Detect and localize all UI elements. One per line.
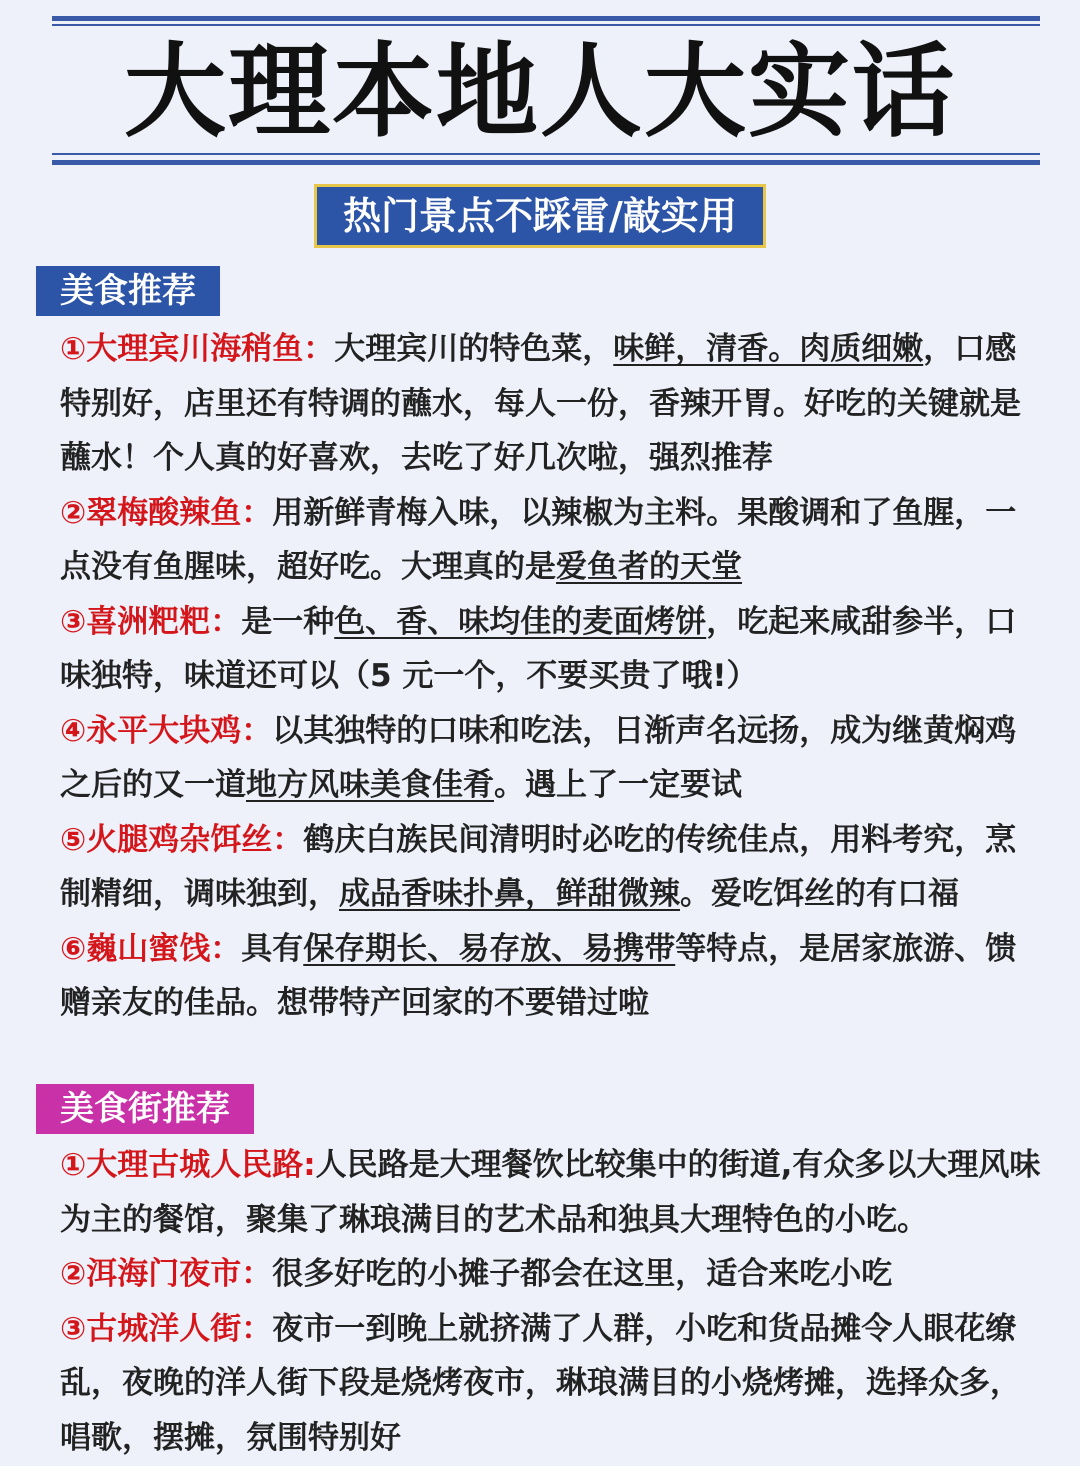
item-name: ④永平大块鸡： (60, 712, 273, 749)
item-name: ②翠梅酸辣鱼： (60, 494, 273, 531)
item-name: ②洱海门夜市： (60, 1256, 273, 1292)
item-highlight: 成品香味扑鼻，鲜甜微辣 (339, 876, 680, 912)
item-highlight: 地方风味美食佳肴 (246, 767, 494, 803)
item-text: 用新鲜青梅入味，以辣椒为主料。果酸调和了鱼腥，一点没有鱼腥味，超好吃。大理真的是 (60, 494, 1017, 585)
item-name: ③古城洋人街： (60, 1310, 273, 1347)
item-highlight: 爱鱼者的天堂 (556, 549, 742, 585)
item-text: 具有 (241, 930, 304, 967)
item-text: 鹤庆白族民间清明时必吃的传统佳点，用料考究，烹制精细，调味独到， (60, 821, 1017, 912)
item-highlight: 味鲜，清香。肉质细嫩 (613, 331, 924, 367)
item-text: 是一种 (241, 603, 335, 640)
bottom-rule-thick (52, 160, 1040, 165)
list-item (60, 1247, 1042, 1302)
item-text: 人民路是大理餐饮比较集中的街道,有众多以大理风味为主的餐馆，聚集了琳琅满目的艺术品和独具大理特色的小吃。 (60, 1147, 1041, 1238)
item-text: ，吃起来咸甜参半，口味独特，味道还可以（5 元一个，不要买贵了哦!） (60, 603, 1017, 694)
item-text: 。遇上了一定要试 (494, 767, 742, 803)
item-name: ①大理宾川海稍鱼： (60, 331, 335, 367)
list-item (60, 1138, 1042, 1247)
list-item (60, 704, 1042, 813)
list-item (60, 922, 1042, 1031)
item-highlight: 色、香、味均佳的麦面烤饼 (334, 603, 707, 640)
page-title: 大理本地人大实话 (124, 33, 956, 152)
top-rule-thick (52, 16, 1040, 21)
section-tag-food: 美食推荐 (36, 266, 220, 316)
item-name: ⑥巍山蜜饯： (60, 930, 242, 967)
subtitle-banner: 热门景点不踩雷/敲实用 (314, 184, 766, 248)
list-item (60, 486, 1042, 595)
item-name: ①大理古城人民路: (60, 1147, 316, 1183)
item-name: ③喜洲粑粑： (60, 603, 242, 640)
item-text: 。爱吃饵丝的有口福 (680, 876, 959, 912)
list-item (60, 595, 1042, 704)
top-rule-thin (52, 24, 1040, 26)
item-text: 夜市一到晚上就挤满了人群，小吃和货品摊令人眼花缭乱，夜晚的洋人街下段是烧烤夜市，琳琅满目的小烧烤摊，选择众多，唱歌，摆摊，氛围特别好 (60, 1310, 1021, 1456)
list-item (60, 813, 1042, 922)
item-text: 等特点，是居家旅游、馈赠亲友的佳品。想带特产回家的不要错过啦 (60, 930, 1017, 1021)
subtitle-wrap (0, 184, 1080, 248)
list-item (60, 322, 1042, 486)
section-tag-street: 美食街推荐 (36, 1084, 254, 1134)
item-text: 大理宾川的特色菜， (334, 331, 614, 367)
item-highlight: 保存期长、易存放、易携带 (303, 930, 676, 967)
street-list (60, 1138, 1042, 1465)
item-text: 很多好吃的小摊子都会在这里，适合来吃小吃 (272, 1256, 893, 1292)
item-text: 以其独特的口味和吃法，日渐声名远扬，成为继黄焖鸡之后的又一道 (60, 712, 1017, 803)
bottom-rule-thin (52, 153, 1040, 155)
item-text: ，口感特别好，店里还有特调的蘸水，每人一份，香辣开胃。好吃的关键就是蘸水！个人真的好喜欢，去吃了好几次啦，强烈推荐 (60, 331, 1021, 476)
food-list (60, 322, 1042, 1031)
item-name: ⑤火腿鸡杂饵丝： (60, 821, 304, 858)
list-item (60, 1302, 1042, 1466)
